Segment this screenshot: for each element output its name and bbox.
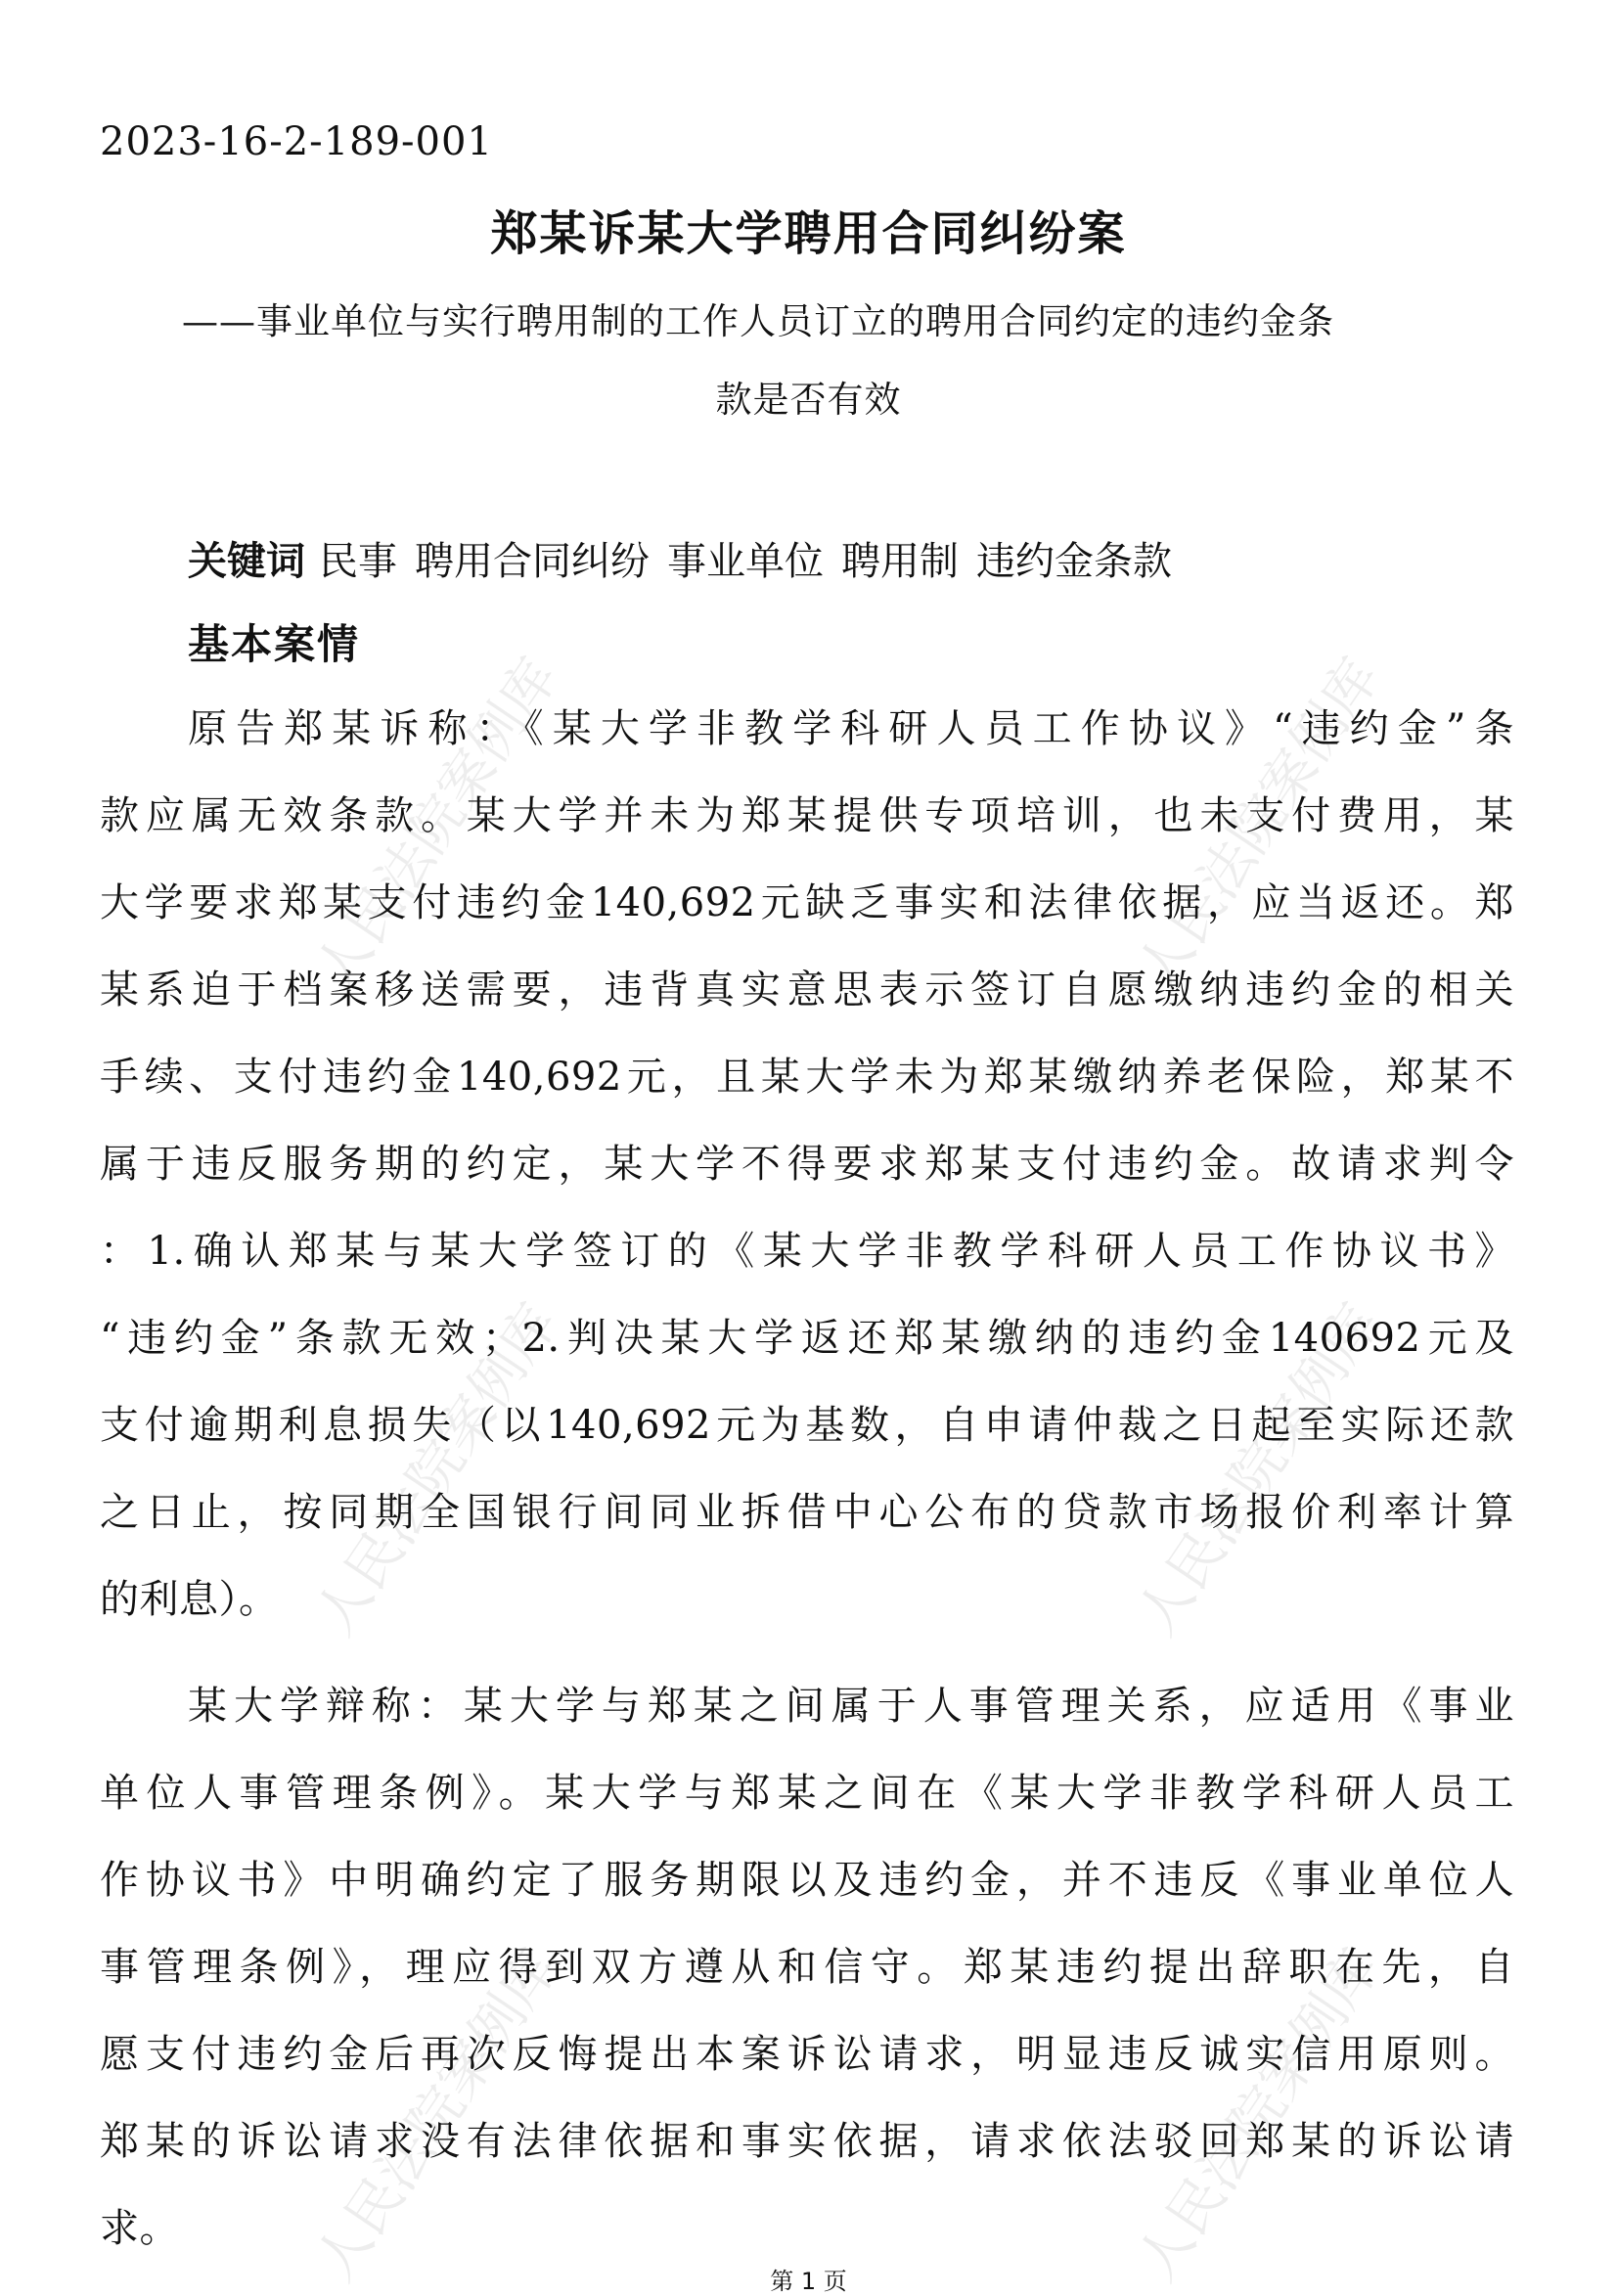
subtitle-line-1: ——事业单位与实行聘用制的工作人员订立的聘用合同约定的违约金条 [182, 300, 1334, 342]
text-line: 求。 [100, 2206, 179, 2251]
case-number: 2023-16-2-189-001 [100, 119, 493, 164]
text-line: 某系迫于档案移送需要，违背真实意思表示签订自愿缴纳违约金的相关 [100, 968, 1514, 1013]
page-footer: 第 1 页 [770, 2268, 847, 2295]
subtitle-line-2: 款是否有效 [715, 379, 902, 421]
text-line: 大学要求郑某支付违约金140,692元缺乏事实和法律依据，应当返还。郑 [100, 880, 1514, 925]
text-line: 属于违反服务期的约定，某大学不得要求郑某支付违约金。故请求判令 [100, 1142, 1514, 1187]
watermark: 人民法院案例库 [1124, 1938, 1393, 2293]
text-line: 单位人事管理条例》。某大学与郑某之间在《某大学非教学科研人员工 [100, 1771, 1514, 1816]
text-line: 事管理条例》，理应得到双方遵从和信守。郑某违约提出辞职在先，自 [100, 1945, 1514, 1990]
keyword-tag: 聘用制 [841, 539, 959, 584]
keywords-row [188, 530, 1190, 586]
text-line: 手续、支付违约金140,692元，且某大学未为郑某缴纳养老保险，郑某不 [100, 1055, 1514, 1100]
text-line: 愿支付违约金后再次反悔提出本案诉讼请求，明显违反诚实信用原则。 [100, 2032, 1514, 2077]
keywords-label: 关键词 [188, 539, 305, 584]
watermark: 人民法院案例库 [302, 1292, 571, 1647]
watermark: 人民法院案例库 [1124, 1292, 1393, 1647]
keyword-tag: 事业单位 [667, 539, 824, 584]
keyword-tag: 聘用合同纠纷 [415, 539, 650, 584]
text-line: ：1.确认郑某与某大学签订的《某大学非教学科研人员工作协议书》 [100, 1229, 1514, 1274]
text-line: 之日止，按同期全国银行间同业拆借中心公布的贷款市场报价利率计算 [100, 1490, 1514, 1535]
text-line: “违约金”条款无效；2.判决某大学返还郑某缴纳的违约金140692元及 [100, 1316, 1514, 1361]
text-line: 作协议书》中明确约定了服务期限以及违约金，并不违反《事业单位人 [100, 1858, 1514, 1903]
watermark: 人民法院案例库 [302, 647, 571, 1002]
text-line: 某大学辩称：某大学与郑某之间属于人事管理关系，应适用《事业 [188, 1684, 1514, 1729]
text-line: 支付逾期利息损失（以140,692元为基数，自申请仲裁之日起至实际还款 [100, 1403, 1514, 1448]
section-heading: 基本案情 [188, 620, 361, 668]
page-title: 郑某诉某大学聘用合同纠纷案 [490, 206, 1127, 261]
text-line: 款应属无效条款。某大学并未为郑某提供专项培训，也未支付费用，某 [100, 793, 1514, 838]
text-line: 的利息）。 [100, 1577, 279, 1622]
text-line: 郑某的诉讼请求没有法律依据和事实依据，请求依法驳回郑某的诉讼请 [100, 2119, 1514, 2164]
text-line: 原告郑某诉称：《某大学非教学科研人员工作协议》“违约金”条 [188, 706, 1514, 751]
watermark: 人民法院案例库 [302, 1938, 571, 2293]
keyword-tag: 违约金条款 [976, 539, 1172, 584]
watermark: 人民法院案例库 [1124, 647, 1393, 1002]
keyword-tag: 民事 [319, 539, 397, 584]
